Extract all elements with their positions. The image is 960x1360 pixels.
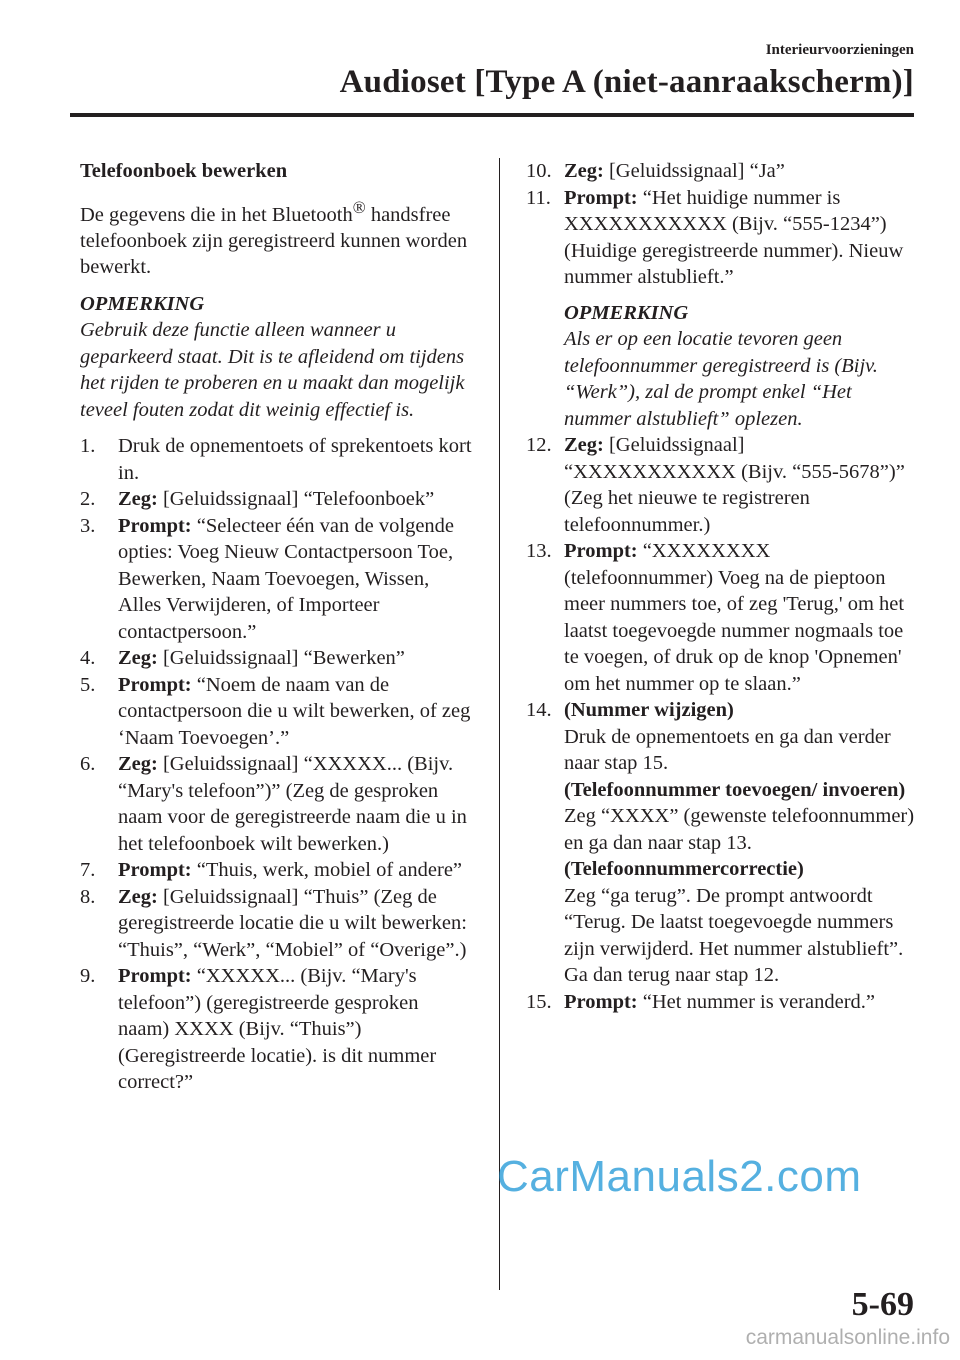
step-item bbox=[80, 645, 472, 672]
substep-heading bbox=[564, 856, 916, 883]
step-number: 11. bbox=[526, 186, 551, 209]
substep-text: Zeg “XXXX” (gewenste telefoonnummer) en ga dan naar stap 13. bbox=[564, 805, 915, 854]
step-item bbox=[80, 672, 472, 752]
step-label: Zeg: bbox=[564, 434, 604, 456]
step-number: 5. bbox=[80, 673, 96, 696]
step-item bbox=[80, 513, 472, 646]
substep-text: Zeg “ga terug”. De prompt antwoordt “Terug. De laatst toegevoegde nummers zijn verwijderd. Het nummer alstublieft”. Ga dan terug naar stap 12. bbox=[564, 884, 904, 986]
step-item bbox=[526, 185, 916, 433]
registered-mark: ® bbox=[352, 197, 366, 217]
step-number: 14. bbox=[526, 699, 552, 721]
step-item bbox=[80, 884, 472, 964]
step-number: 2. bbox=[80, 488, 96, 511]
intro-paragraph bbox=[80, 195, 472, 281]
step-item bbox=[526, 697, 916, 989]
step-item bbox=[80, 486, 472, 513]
watermark-logo: CarManuals2.com bbox=[497, 1152, 862, 1201]
step-label: Prompt: bbox=[564, 990, 638, 1013]
step-number: 15. bbox=[526, 990, 552, 1013]
step-text: [Geluidssignaal] “Thuis” (Zeg de geregistreerde locatie die u wilt bewerken: “Thuis”, “Werk”, “Mobiel” of “Overige”.) bbox=[118, 885, 467, 961]
step-number: 12. bbox=[526, 434, 552, 456]
step-label: Prompt: bbox=[118, 514, 192, 537]
step-number: 8. bbox=[80, 885, 96, 908]
step-note bbox=[564, 300, 916, 433]
step-number: 6. bbox=[80, 753, 96, 776]
step-number: 3. bbox=[80, 514, 96, 537]
watermark-url: carmanualsonline.info bbox=[745, 1326, 950, 1349]
left-column bbox=[80, 158, 472, 1096]
step-item bbox=[80, 963, 472, 1096]
step-label: Zeg: bbox=[118, 753, 158, 776]
step-text: “Selecteer één van de volgende opties: Voeg Nieuw Contactpersoon Toe, Bewerken, Naam Toevoegen, Wissen, Alles Verwijderen, of Importeer contactpersoon.” bbox=[118, 514, 455, 643]
step-label: Zeg: bbox=[118, 488, 158, 511]
step-number: 4. bbox=[80, 647, 96, 670]
step-text: [Geluidssignaal] “XXXXXXXXXXX (Bijv. “555-5678”)” (Zeg het nieuwe te registreren telefoonnummer.) bbox=[564, 434, 905, 536]
step-number: 1. bbox=[80, 435, 96, 458]
step-label: Zeg: bbox=[118, 647, 158, 670]
step-label: Prompt: bbox=[118, 859, 192, 882]
step-label: Zeg: bbox=[564, 160, 604, 182]
step-text: “XXXXXXXX (telefoonnummer) Voeg na de pieptoon meer nummers toe, of zeg 'Terug,' om het laatst toegevoegde nummer nogmaals toe te voegen, of druk op de knop 'Opnemen' om het nummer op te slaan.” bbox=[564, 540, 905, 695]
step-label: Prompt: bbox=[118, 965, 192, 988]
step-item bbox=[80, 751, 472, 857]
substep-heading bbox=[564, 777, 916, 804]
step-text: “Het nummer is veranderd.” bbox=[637, 990, 876, 1013]
step-number: 13. bbox=[526, 540, 552, 562]
step-item bbox=[526, 989, 916, 1016]
step-item bbox=[80, 857, 472, 884]
step-text: “Het huidige nummer is XXXXXXXXXXX (Bijv. “555-1234”) (Huidige geregistreerde nummer). Nieuw nummer alstublieft.” bbox=[564, 186, 904, 288]
step-item bbox=[526, 432, 916, 538]
step-number: 9. bbox=[80, 965, 96, 988]
note-title: OPMERKING bbox=[564, 301, 689, 324]
step-label: Prompt: bbox=[118, 673, 192, 696]
substep-heading bbox=[564, 697, 916, 724]
step-label: Prompt: bbox=[564, 186, 638, 209]
step-text: [Geluidssignaal] “XXXXX... (Bijv. “Mary's telefoon”)” (Zeg de gesproken naam voor de geregistreerde naam die u in het telefoonboek wilt bewerken.) bbox=[118, 753, 467, 855]
page-title: Audioset [Type A (niet-aanraakscherm)] bbox=[339, 64, 914, 100]
step-label: Prompt: bbox=[564, 540, 638, 562]
note-text: Gebruik deze functie alleen wanneer u geparkeerd staat. Dit is te afleidend om tijdens het rijden te proberen en u maakt dan mogelijk teveel fouten zodat dit weinig effectief is. bbox=[80, 319, 465, 421]
step-label: (Nummer wijzigen) bbox=[564, 699, 734, 721]
note-text: Als er op een locatie tevoren geen telefoonnummer geregistreerd is (Bijv. “Werk”), zal de prompt enkel “Het nummer alstublieft” oplezen. bbox=[564, 328, 878, 430]
intro-text-b: handsfree telefoonboek zijn geregistreerd kunnen worden bewerkt. bbox=[80, 203, 468, 279]
intro-text-a: De gegevens die in het Bluetooth bbox=[80, 203, 353, 226]
step-text: [Geluidssignaal] “Telefoonboek” bbox=[157, 488, 435, 511]
step-item bbox=[526, 538, 916, 697]
substep-label: (Telefoonnummer toevoegen/ invoeren) bbox=[564, 778, 906, 801]
substep-label: (Telefoonnummercorrectie) bbox=[564, 858, 804, 880]
substep-text: Druk de opnementoets en ga dan verder naar stap 15. bbox=[564, 725, 891, 774]
right-column bbox=[526, 158, 916, 1015]
page-number: 5-69 bbox=[851, 1286, 914, 1323]
step-text: “Noem de naam van de contactpersoon die u wilt bewerken, of zeg ‘Naam Toevoegen’.” bbox=[118, 673, 471, 749]
step-number: 7. bbox=[80, 859, 96, 882]
section-heading: Telefoonboek bewerken bbox=[80, 160, 288, 182]
step-text: “Thuis, werk, mobiel of andere” bbox=[191, 859, 463, 882]
step-item bbox=[80, 433, 472, 486]
step-text: Druk de opnementoets of sprekentoets kort in. bbox=[118, 435, 472, 484]
note-title: OPMERKING bbox=[80, 292, 205, 315]
step-label: Zeg: bbox=[118, 885, 158, 908]
step-number: 10. bbox=[526, 160, 552, 182]
step-text: “XXXXX... (Bijv. “Mary's telefoon”) (geregistreerde gesproken naam) XXXX (Bijv. “Thuis”) (Geregistreerde locatie). is dit nummer correct?” bbox=[118, 965, 437, 1094]
step-text: [Geluidssignaal] “Bewerken” bbox=[157, 647, 405, 670]
section-header: Interieurvoorzieningen bbox=[765, 42, 914, 58]
column-divider bbox=[499, 158, 500, 1290]
step-text: [Geluidssignaal] “Ja” bbox=[603, 160, 785, 182]
header-rule bbox=[70, 113, 914, 117]
step-item bbox=[526, 158, 916, 185]
